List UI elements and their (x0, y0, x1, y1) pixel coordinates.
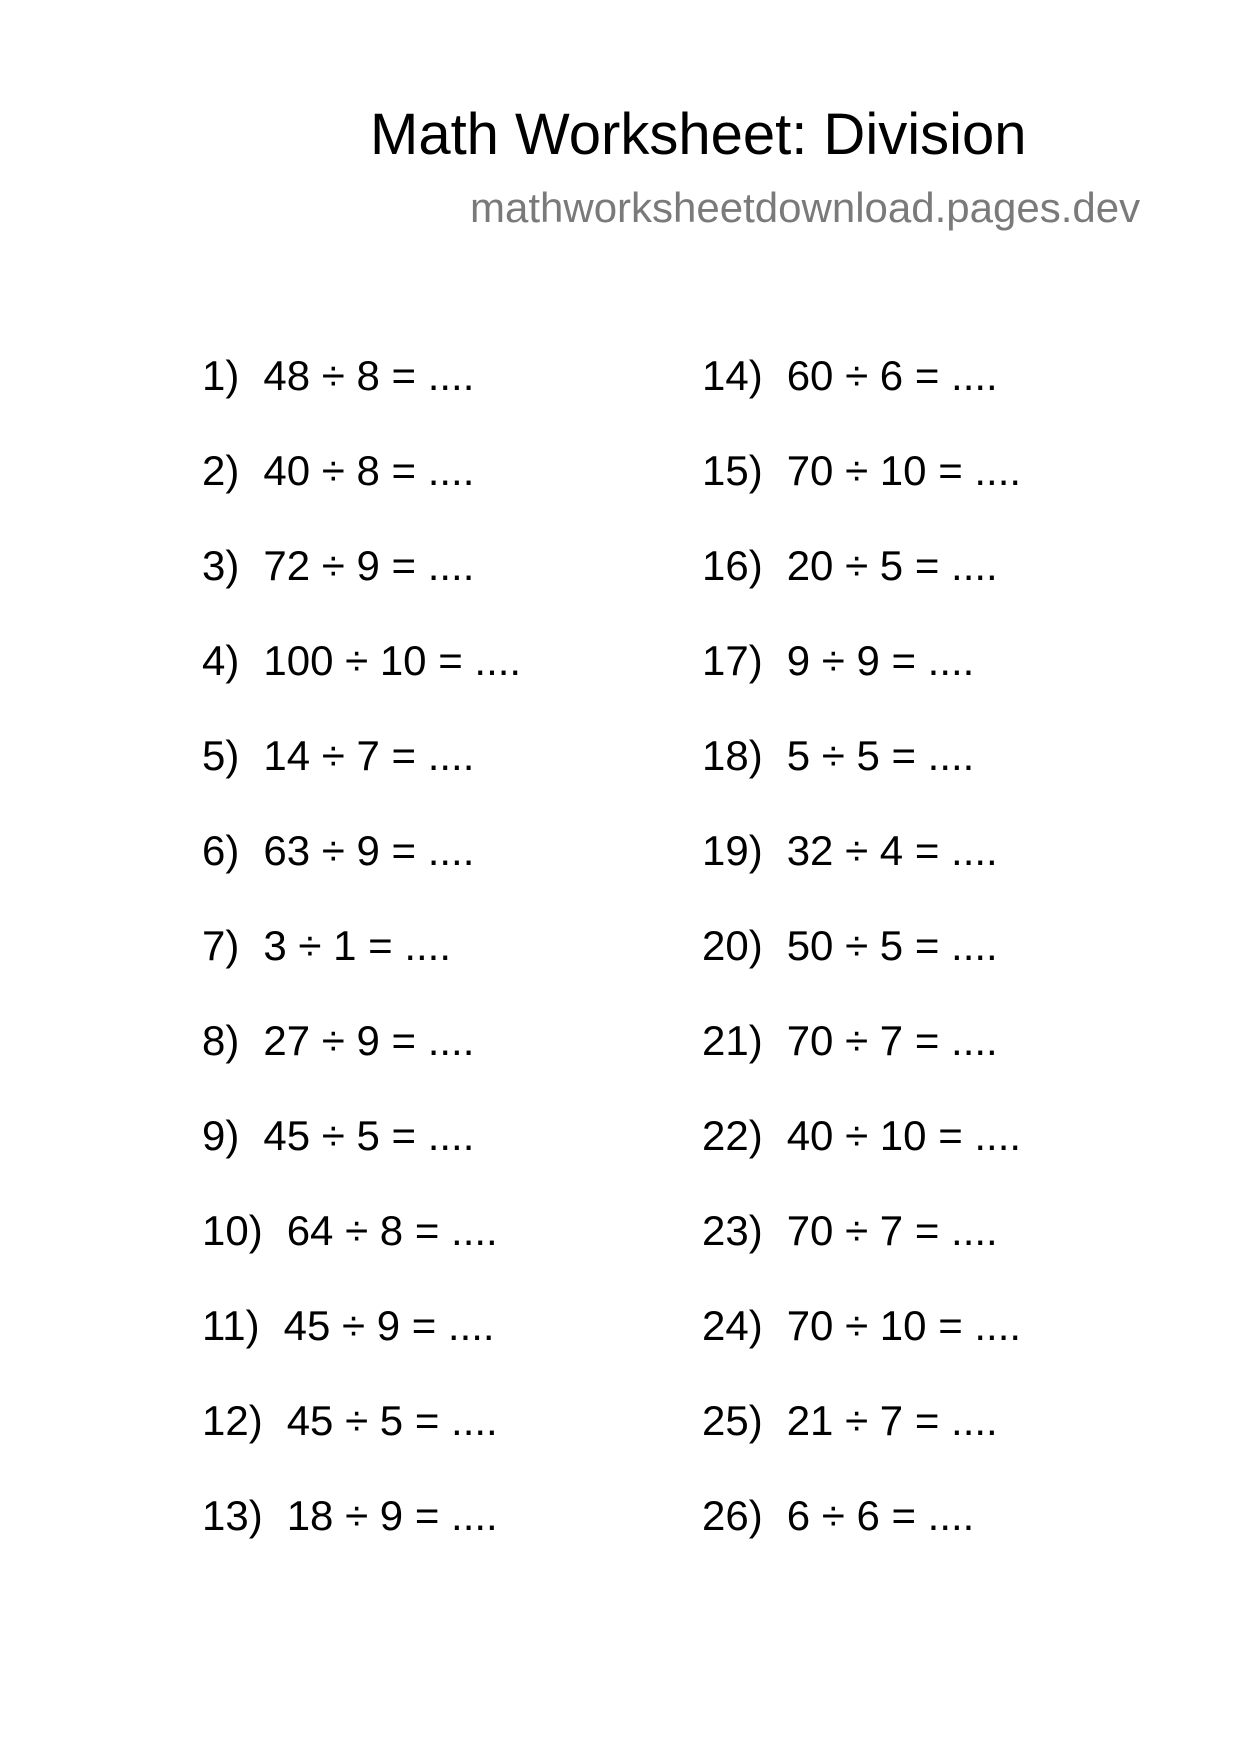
problem-number: 12) (202, 1397, 263, 1444)
problem-expression: 18 ÷ 9 = .... (286, 1492, 498, 1539)
problem-number: 4) (202, 637, 240, 684)
problem-expression: 21 ÷ 7 = .... (786, 1397, 998, 1444)
problem-expression: 40 ÷ 10 = .... (786, 1112, 1022, 1159)
problem-expression: 3 ÷ 1 = .... (263, 922, 452, 969)
problem-item (202, 916, 521, 1011)
problem-expression: 70 ÷ 7 = .... (786, 1207, 998, 1254)
problem-item (202, 1486, 521, 1581)
problem-expression: 9 ÷ 9 = .... (786, 637, 975, 684)
problem-item (202, 821, 521, 916)
problem-number: 8) (202, 1017, 240, 1064)
problem-number: 26) (702, 1492, 763, 1539)
problem-item (702, 346, 1021, 441)
problem-number: 7) (202, 922, 240, 969)
problem-expression: 32 ÷ 4 = .... (786, 827, 998, 874)
problem-number: 22) (702, 1112, 763, 1159)
problem-item (702, 1011, 1021, 1106)
problem-number: 15) (702, 447, 763, 494)
problem-number: 1) (202, 352, 240, 399)
problem-number: 25) (702, 1397, 763, 1444)
problem-number: 18) (702, 732, 763, 779)
problem-expression: 70 ÷ 10 = .... (786, 1302, 1022, 1349)
problem-item (702, 1106, 1021, 1201)
problem-expression: 72 ÷ 9 = .... (263, 542, 475, 589)
problem-number: 2) (202, 447, 240, 494)
problem-item (702, 441, 1021, 536)
problem-expression: 60 ÷ 6 = .... (786, 352, 998, 399)
website-url: mathworksheetdownload.pages.dev (470, 184, 1141, 231)
problem-item (702, 536, 1021, 631)
problem-item (202, 536, 521, 631)
problem-expression: 64 ÷ 8 = .... (286, 1207, 498, 1254)
problem-number: 3) (202, 542, 240, 589)
problem-number: 14) (702, 352, 763, 399)
problem-item (202, 441, 521, 536)
problem-expression: 100 ÷ 10 = .... (263, 637, 522, 684)
problem-item (202, 1011, 521, 1106)
problem-item (702, 821, 1021, 916)
problem-number: 6) (202, 827, 240, 874)
problem-number: 16) (702, 542, 763, 589)
problem-item (202, 1106, 521, 1201)
problem-item (702, 1201, 1021, 1296)
problem-item (202, 1296, 521, 1391)
problem-number: 17) (702, 637, 763, 684)
problem-item (702, 726, 1021, 821)
problem-number: 19) (702, 827, 763, 874)
problem-item (702, 631, 1021, 726)
problem-number: 20) (702, 922, 763, 969)
problem-expression: 6 ÷ 6 = .... (786, 1492, 975, 1539)
problem-item (702, 916, 1021, 1011)
problem-expression: 70 ÷ 10 = .... (786, 447, 1022, 494)
problem-number: 10) (202, 1207, 263, 1254)
problem-number: 9) (202, 1112, 240, 1159)
page-title: Math Worksheet: Division (370, 102, 1027, 167)
problem-expression: 20 ÷ 5 = .... (786, 542, 998, 589)
problem-expression: 27 ÷ 9 = .... (263, 1017, 475, 1064)
problem-item (702, 1391, 1021, 1486)
problem-expression: 45 ÷ 5 = .... (286, 1397, 498, 1444)
problem-number: 5) (202, 732, 240, 779)
problem-item (202, 346, 521, 441)
problem-expression: 50 ÷ 5 = .... (786, 922, 998, 969)
problem-expression: 45 ÷ 5 = .... (263, 1112, 475, 1159)
problem-expression: 40 ÷ 8 = .... (263, 447, 475, 494)
problem-expression: 45 ÷ 9 = .... (283, 1302, 495, 1349)
problem-expression: 5 ÷ 5 = .... (786, 732, 975, 779)
problem-item (202, 1391, 521, 1486)
problem-expression: 63 ÷ 9 = .... (263, 827, 475, 874)
problem-item (202, 726, 521, 821)
problem-item (702, 1486, 1021, 1581)
problem-number: 21) (702, 1017, 763, 1064)
problem-expression: 14 ÷ 7 = .... (263, 732, 475, 779)
problem-number: 24) (702, 1302, 763, 1349)
problem-expression: 70 ÷ 7 = .... (786, 1017, 998, 1064)
problem-number: 11) (202, 1302, 260, 1349)
problem-expression: 48 ÷ 8 = .... (263, 352, 475, 399)
problem-number: 13) (202, 1492, 263, 1539)
problem-item (702, 1296, 1021, 1391)
problem-item (202, 631, 521, 726)
problem-column-right (702, 346, 1021, 1581)
problem-column-left (202, 346, 521, 1581)
problem-item (202, 1201, 521, 1296)
problem-number: 23) (702, 1207, 763, 1254)
